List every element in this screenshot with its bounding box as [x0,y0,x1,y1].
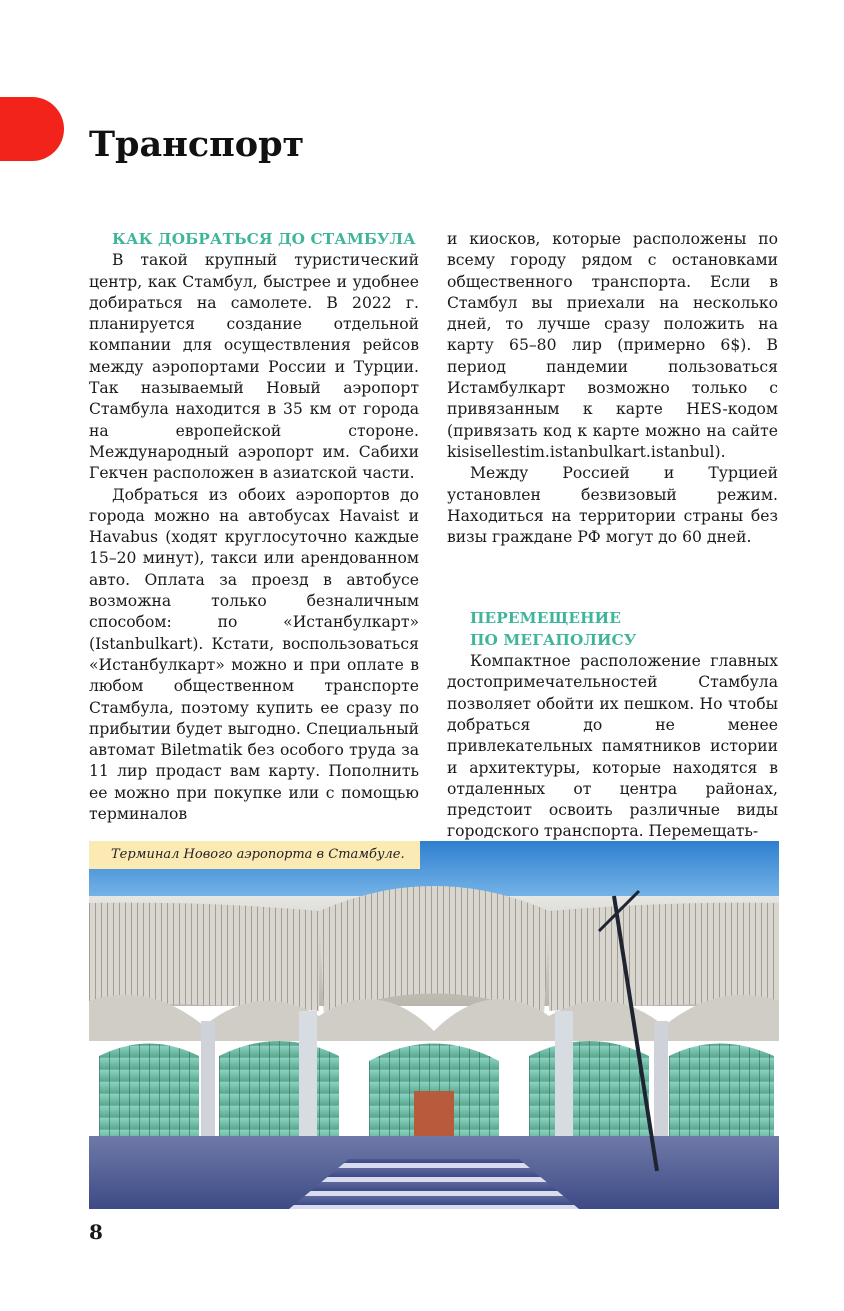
left-column [89,229,419,825]
section-heading-transport [447,608,778,651]
paragraph: Между Россией и Турцией установлен безвизовый режим. Находиться на территории страны без визы граждане РФ могут до 60 дней. [447,464,778,547]
right-column [447,229,778,843]
page-title: Транспорт [89,124,305,165]
chapter-tab-marker [0,97,64,161]
photo-caption: Терминал Нового аэропорта в Стамбуле. [89,841,420,869]
paragraph: Компактное расположение главных достопримечательностей Стамбула позволяет обойти их пешком. Но чтобы добраться до не менее привлекательных памятников истории и архитектуры, которые находятся в отдаленных от центра районах, предстоит освоить различные виды городского транспорта. Перемещать- [447,652,778,841]
airport-terminal-photo [89,841,779,1209]
paragraph: и киосков, которые расположены по всему городу рядом с остановками общественного транспорта. Если в Стамбул вы приехали на несколько дней, то лучше сразу положить на карту 65–80 лир (примерно 6$). В период пандемии пользоваться Истамбулкарт возможно только с привязанным к карте HES-кодом (привязать код к карте можно на сайте kisisellestim.istanbulkart.istanbul). [447,230,778,461]
page-number: 8 [89,1220,103,1244]
heading-line: ПО МЕГАПОЛИСУ [470,630,637,649]
section-heading-arrival: КАК ДОБРАТЬСЯ ДО СТАМБУЛА [112,230,416,248]
heading-line: ПЕРЕМЕЩЕНИЕ [470,609,621,628]
paragraph: В такой крупный туристический центр, как Стамбул, быстрее и удобнее добираться на самолете. В 2022 г. планируется создание отдельной компании для осуществления рейсов между аэропортами России и Турции. Так называемый Новый аэропорт Стамбула находится в 35 км от города на европейской стороне. Международный аэропорт им. Сабихи Гекчен расположен в азиатской части. [89,251,419,483]
paragraph: Добраться из обоих аэропортов до города можно на автобусах Havaist и Havabus (ходят круглосуточно каждые 15–20 минут), такси или арендованном авто. Оплата за проезд в автобусе возможна только безналичным способом: по «Истанбулкарт» (Istanbulkart). Кстати, воспользоваться «Истанбулкарт» можно и при оплате в любом общественном транспорте Стамбула, поэтому купить ее сразу по прибытии будет выгодно. Специальный автомат Biletmatik без особого труда за 11 лир продаст вам карту. Пополнить ее можно при покупке или с помощью терминалов [89,485,419,824]
